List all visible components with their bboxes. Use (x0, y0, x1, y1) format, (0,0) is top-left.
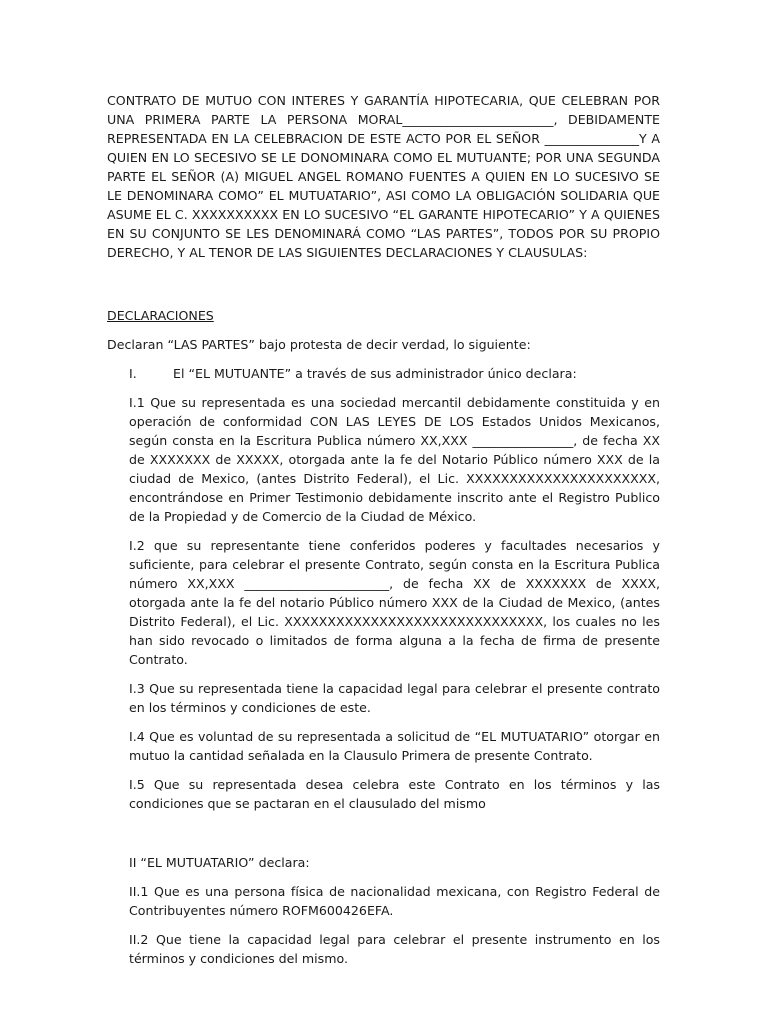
declarations-preamble: Declaran “LAS PARTES” bajo protesta de decir verdad, lo siguiente: (107, 337, 531, 352)
section-2-title: II “EL MUTUATARIO” declara: (129, 855, 310, 870)
declarations-heading: DECLARACIONES (107, 308, 214, 323)
clause-i-3: I.3 Que su representada tiene la capacidad legal para celebrar el presente contrato en los términos y condiciones de este. (129, 681, 660, 715)
clause-i-1: I.1 Que su representada es una sociedad mercantil debidamente constituida y en operación de conformidad CON LAS LEYES DE LOS Estados Unidos Mexicanos, según consta en la Escritura Publica número XX,XXX ________________, de fecha XX de XXXXXXX de XXXXX, otorgada ante la fe del Notario Público número XXX de la ciudad de Mexico, (antes Distrito Federal), el Lic. XXXXXXXXXXXXXXXXXXXXXX, encontrándose en Primer Testimonio debidamente inscrito ante el Registro Publico de la Propiedad y de Comercio de la Ciudad de México. (129, 395, 660, 524)
section-1-title (107, 364, 660, 383)
clause-i-5: I.5 Que su representada desea celebra este Contrato en los términos y las condiciones que se pactaran en el clausulado del mismo (129, 777, 660, 811)
section-1-title-text: El “EL MUTUANTE” a través de sus administrador único declara: (173, 366, 577, 381)
document-page (107, 91, 660, 978)
section-spacer (107, 823, 660, 853)
section-1-number: I. (129, 366, 137, 381)
clause-i-2: I.2 que su representante tiene conferidos poderes y facultades necesarios y suficiente, para celebrar el presente Contrato, según consta en la Escritura Publica número XX,XXX _______________________, de fecha XX de XXXXXXX de XXXX, otorgada ante la fe del notario Público número XXX de la Ciudad de Mexico, (antes Distrito Federal), el Lic. XXXXXXXXXXXXXXXXXXXXXXXXXXXXXX, los cuales no les han sido revocado o limitados de forma alguna a la fecha de firma de presente Contrato. (129, 538, 660, 667)
clause-ii-2: II.2 Que tiene la capacidad legal para celebrar el presente instrumento en los términos y condiciones del mismo. (129, 932, 660, 966)
contract-intro-paragraph: CONTRATO DE MUTUO CON INTERES Y GARANTÍA HIPOTECARIA, QUE CELEBRAN POR UNA PRIMERA PARTE LA PERSONA MORAL________________________, DEBIDAMENTE REPRESENTADA EN LA CELEBRACION DE ESTE ACTO POR EL SEÑOR _______________Y A QUIEN EN LO SECESIVO SE LE DONOMINARA COMO EL MUTUANTE; POR UNA SEGUNDA PARTE EL SEÑOR (A) MIGUEL ANGEL ROMANO FUENTES A QUIEN EN LO SUCESIVO SE LE DENOMINARA COMO” EL MUTUATARIO”, ASI COMO LA OBLIGACIÓN SOLIDARIA QUE ASUME EL C. XXXXXXXXXX EN LO SUCESIVO “EL GARANTE HIPOTECARIO” Y A QUIENES EN SU CONJUNTO SE LES DENOMINARÁ COMO “LAS PARTES”, TODOS POR SU PROPIO DERECHO, Y AL TENOR DE LAS SIGUIENTES DECLARACIONES Y CLAUSULAS: (107, 93, 660, 260)
clause-ii-1: II.1 Que es una persona física de nacionalidad mexicana, con Registro Federal de Contribuyentes número ROFM600426EFA. (129, 884, 660, 918)
clause-i-4: I.4 Que es voluntad de su representada a solicitud de “EL MUTUATARIO” otorgar en mutuo la cantidad señalada en la Clausulo Primera de presente Contrato. (129, 729, 660, 763)
